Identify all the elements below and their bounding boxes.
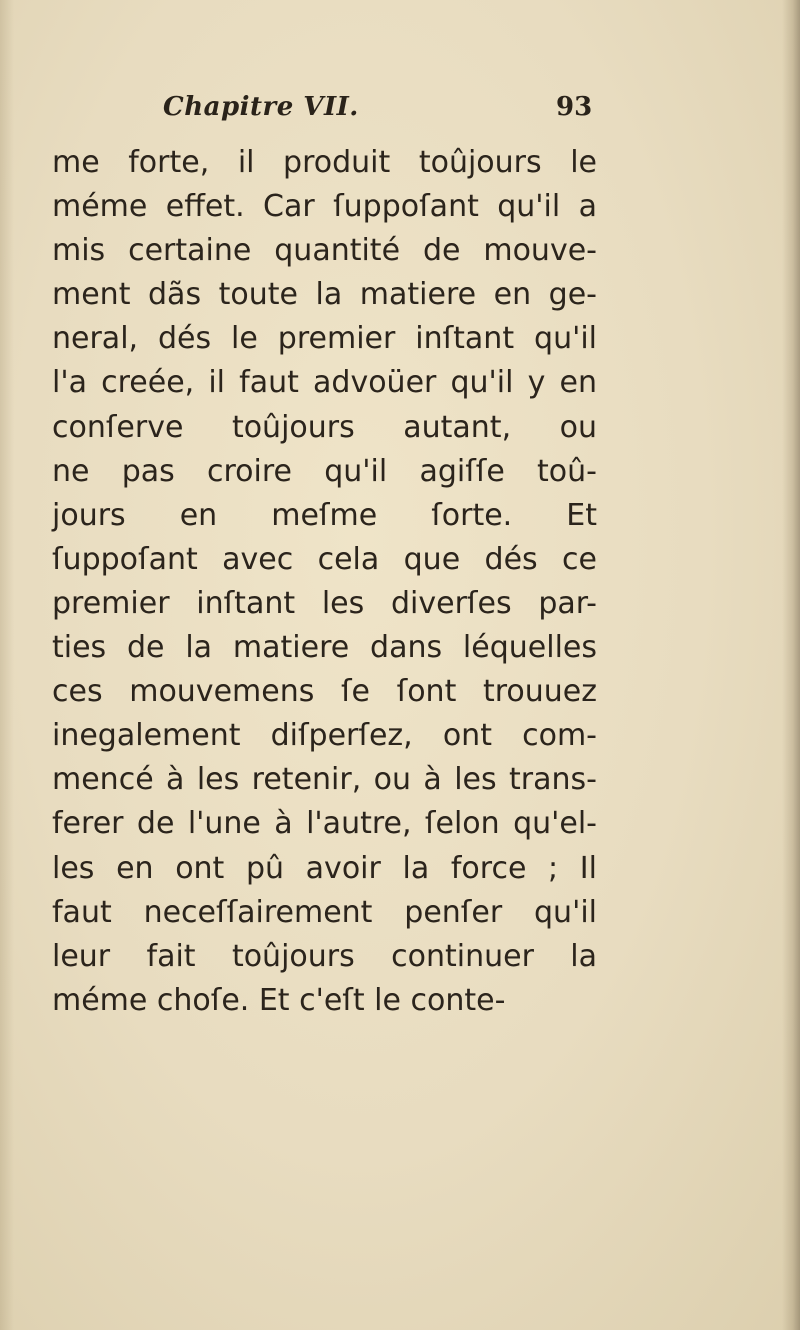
- page-gutter-shadow: [0, 0, 14, 1330]
- text-line: ties de la matiere dans léquelles: [52, 630, 597, 666]
- text-line: ces mouvemens ſe ſont trouuez: [52, 674, 597, 710]
- text-line: méme effet. Car ſuppoſant qu'il a: [52, 189, 597, 225]
- text-line: faut neceſſairement penſer qu'il: [52, 894, 597, 930]
- text-line: mis certaine quantité de mouve-: [52, 233, 597, 269]
- text-line: mencé à les retenir, ou à les trans-: [52, 762, 597, 798]
- text-line: méme choſe. Et c'eſt le conte-: [52, 982, 506, 1018]
- text-line: l'a creée, il faut advoüer qu'il y en: [52, 365, 597, 401]
- text-line: les en ont pû avoir la force ; Il: [52, 850, 597, 886]
- text-line: me forte, il produit toûjours le: [52, 145, 597, 180]
- text-line: ment dãs toute la matiere en ge-: [52, 277, 597, 313]
- text-line: neral, dés le premier inſtant qu'il: [52, 321, 597, 357]
- body-text: [52, 141, 597, 1023]
- page-edge-shadow: [782, 0, 800, 1330]
- running-head: Chapitre VII.: [163, 92, 359, 122]
- text-line: conſerve toûjours autant, ou: [52, 409, 597, 445]
- text-line: ne pas croire qu'il agiſſe toû-: [52, 453, 597, 489]
- page-header: [0, 92, 800, 132]
- text-line: ferer de l'une à l'autre, ſelon qu'el-: [52, 806, 597, 842]
- text-line: leur fait toûjours continuer la: [52, 938, 597, 974]
- text-line: ſuppoſant avec cela que dés ce: [52, 541, 597, 577]
- text-line: inegalement diſperſez, ont com-: [52, 718, 597, 754]
- page-number: 93: [556, 92, 593, 122]
- text-line: premier inſtant les diverſes par-: [52, 585, 597, 621]
- text-line: jours en meſme ſorte. Et: [52, 497, 597, 533]
